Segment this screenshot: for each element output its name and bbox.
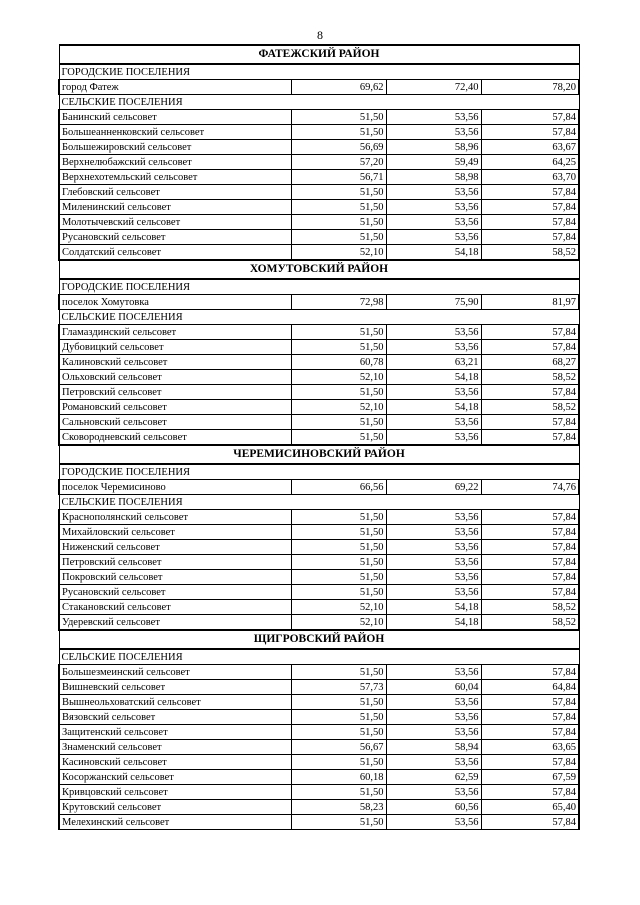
value-cell-2: 53,56: [386, 325, 481, 340]
value-cell-2: 75,90: [386, 295, 481, 310]
value-cell-2: 53,56: [386, 215, 481, 230]
tariff-table: [58, 44, 580, 830]
value-cell-2: 53,56: [386, 555, 481, 570]
value-cell-3: 58,52: [481, 615, 579, 631]
value-cell-1: 51,50: [291, 710, 386, 725]
table-row: [59, 400, 579, 415]
table-row: [59, 525, 579, 540]
value-cell-3: 64,25: [481, 155, 579, 170]
table-row: [59, 615, 579, 631]
table-row: [59, 680, 579, 695]
district-header-row: [59, 45, 579, 64]
value-cell-1: 51,50: [291, 585, 386, 600]
value-cell-3: 57,84: [481, 555, 579, 570]
table-row: [59, 540, 579, 555]
value-cell-3: 57,84: [481, 585, 579, 600]
value-cell-2: 62,59: [386, 770, 481, 785]
settlement-name: Глебовский сельсовет: [59, 185, 291, 200]
district-header-row: [59, 630, 579, 649]
value-cell-2: 53,56: [386, 430, 481, 446]
settlement-group-label: СЕЛЬСКИЕ ПОСЕЛЕНИЯ: [59, 649, 579, 665]
value-cell-2: 53,56: [386, 755, 481, 770]
value-cell-1: 52,10: [291, 370, 386, 385]
table-row: [59, 785, 579, 800]
settlement-name: Калиновский сельсовет: [59, 355, 291, 370]
settlement-name: Кривцовский сельсовет: [59, 785, 291, 800]
settlement-name: Касиновский сельсовет: [59, 755, 291, 770]
value-cell-1: 72,98: [291, 295, 386, 310]
settlement-group-row: [59, 95, 579, 110]
settlement-group-label: ГОРОДСКИЕ ПОСЕЛЕНИЯ: [59, 64, 579, 80]
table-row: [59, 140, 579, 155]
value-cell-2: 58,98: [386, 170, 481, 185]
value-cell-1: 57,73: [291, 680, 386, 695]
settlement-group-row: [59, 64, 579, 80]
table-row: [59, 340, 579, 355]
settlement-name: Молотычевский сельсовет: [59, 215, 291, 230]
table-row: [59, 755, 579, 770]
settlement-name: Ольховский сельсовет: [59, 370, 291, 385]
page-number: 8: [317, 28, 323, 42]
value-cell-1: 51,50: [291, 525, 386, 540]
value-cell-1: 56,67: [291, 740, 386, 755]
value-cell-3: 57,84: [481, 695, 579, 710]
value-cell-2: 53,56: [386, 385, 481, 400]
value-cell-1: 52,10: [291, 615, 386, 631]
value-cell-2: 53,56: [386, 710, 481, 725]
value-cell-3: 57,84: [481, 430, 579, 446]
settlement-name: Русановский сельсовет: [59, 230, 291, 245]
value-cell-1: 52,10: [291, 600, 386, 615]
settlement-name: Крутовский сельсовет: [59, 800, 291, 815]
table-body: [59, 45, 579, 830]
value-cell-3: 57,84: [481, 785, 579, 800]
value-cell-1: 51,50: [291, 230, 386, 245]
table-row: [59, 385, 579, 400]
settlement-name: Ниженский сельсовет: [59, 540, 291, 555]
table-row: [59, 710, 579, 725]
table-row: [59, 245, 579, 261]
settlement-group-row: [59, 649, 579, 665]
settlement-name: Петровский сельсовет: [59, 385, 291, 400]
value-cell-3: 58,52: [481, 245, 579, 261]
value-cell-2: 53,56: [386, 230, 481, 245]
value-cell-1: 51,50: [291, 785, 386, 800]
settlement-name: Краснополянский сельсовет: [59, 510, 291, 525]
table-row: [59, 695, 579, 710]
value-cell-2: 58,96: [386, 140, 481, 155]
value-cell-1: 51,50: [291, 340, 386, 355]
value-cell-3: 57,84: [481, 710, 579, 725]
district-name: ЧЕРЕМИСИНОВСКИЙ РАЙОН: [59, 445, 579, 464]
value-cell-1: 51,50: [291, 755, 386, 770]
table-row: [59, 155, 579, 170]
table-row: [59, 200, 579, 215]
table-row: [59, 555, 579, 570]
settlement-name: Сковородневский сельсовет: [59, 430, 291, 446]
table-row: [59, 480, 579, 495]
value-cell-2: 53,56: [386, 665, 481, 680]
value-cell-1: 51,50: [291, 215, 386, 230]
settlement-group-label: ГОРОДСКИЕ ПОСЕЛЕНИЯ: [59, 464, 579, 480]
value-cell-2: 53,56: [386, 415, 481, 430]
settlement-name: Защитенский сельсовет: [59, 725, 291, 740]
settlement-group-row: [59, 279, 579, 295]
table-row: [59, 510, 579, 525]
value-cell-1: 58,23: [291, 800, 386, 815]
settlement-name: Миленинский сельсовет: [59, 200, 291, 215]
settlement-group-label: СЕЛЬСКИЕ ПОСЕЛЕНИЯ: [59, 495, 579, 510]
value-cell-3: 63,65: [481, 740, 579, 755]
settlement-name: поселок Черемисиново: [59, 480, 291, 495]
value-cell-2: 53,56: [386, 815, 481, 830]
district-header-row: [59, 260, 579, 279]
settlement-name: Русановский сельсовет: [59, 585, 291, 600]
table-row: [59, 110, 579, 125]
value-cell-2: 53,56: [386, 570, 481, 585]
settlement-name: Романовский сельсовет: [59, 400, 291, 415]
table-row: [59, 740, 579, 755]
value-cell-3: 65,40: [481, 800, 579, 815]
value-cell-2: 72,40: [386, 80, 481, 95]
value-cell-3: 81,97: [481, 295, 579, 310]
value-cell-1: 51,50: [291, 695, 386, 710]
value-cell-1: 51,50: [291, 815, 386, 830]
table-row: [59, 185, 579, 200]
value-cell-2: 53,56: [386, 510, 481, 525]
value-cell-3: 57,84: [481, 110, 579, 125]
value-cell-3: 57,84: [481, 570, 579, 585]
value-cell-3: 57,84: [481, 215, 579, 230]
settlement-name: Покровский сельсовет: [59, 570, 291, 585]
value-cell-3: 57,84: [481, 340, 579, 355]
settlement-name: город Фатеж: [59, 80, 291, 95]
value-cell-1: 51,50: [291, 325, 386, 340]
value-cell-3: 57,84: [481, 755, 579, 770]
value-cell-2: 60,04: [386, 680, 481, 695]
value-cell-3: 57,84: [481, 510, 579, 525]
value-cell-1: 51,50: [291, 510, 386, 525]
value-cell-2: 53,56: [386, 695, 481, 710]
value-cell-1: 56,69: [291, 140, 386, 155]
value-cell-3: 63,67: [481, 140, 579, 155]
value-cell-3: 64,84: [481, 680, 579, 695]
table-row: [59, 215, 579, 230]
value-cell-3: 58,52: [481, 400, 579, 415]
value-cell-2: 58,94: [386, 740, 481, 755]
value-cell-3: 57,84: [481, 385, 579, 400]
settlement-name: поселок Хомутовка: [59, 295, 291, 310]
settlement-group-row: [59, 495, 579, 510]
value-cell-2: 53,56: [386, 110, 481, 125]
table-row: [59, 230, 579, 245]
district-header-row: [59, 445, 579, 464]
settlement-name: Петровский сельсовет: [59, 555, 291, 570]
settlement-name: Дубовицкий сельсовет: [59, 340, 291, 355]
value-cell-3: 57,84: [481, 200, 579, 215]
table-row: [59, 430, 579, 446]
value-cell-2: 69,22: [386, 480, 481, 495]
value-cell-3: 58,52: [481, 600, 579, 615]
value-cell-1: 51,50: [291, 200, 386, 215]
value-cell-3: 57,84: [481, 540, 579, 555]
value-cell-2: 60,56: [386, 800, 481, 815]
value-cell-1: 51,50: [291, 125, 386, 140]
settlement-name: Верхнелюбажский сельсовет: [59, 155, 291, 170]
settlement-name: Большеанненковский сельсовет: [59, 125, 291, 140]
value-cell-3: 67,59: [481, 770, 579, 785]
value-cell-1: 51,50: [291, 540, 386, 555]
value-cell-2: 53,56: [386, 785, 481, 800]
table-row: [59, 815, 579, 830]
table-row: [59, 585, 579, 600]
value-cell-1: 57,20: [291, 155, 386, 170]
value-cell-2: 53,56: [386, 725, 481, 740]
value-cell-3: 57,84: [481, 725, 579, 740]
table-row: [59, 570, 579, 585]
value-cell-2: 53,56: [386, 185, 481, 200]
table-row: [59, 80, 579, 95]
value-cell-1: 51,50: [291, 725, 386, 740]
settlement-name: Удеревский сельсовет: [59, 615, 291, 631]
value-cell-3: 57,84: [481, 125, 579, 140]
value-cell-1: 51,50: [291, 665, 386, 680]
value-cell-1: 51,50: [291, 415, 386, 430]
value-cell-2: 53,56: [386, 540, 481, 555]
value-cell-2: 54,18: [386, 245, 481, 261]
settlement-name: Верхнехотемльский сельсовет: [59, 170, 291, 185]
table-row: [59, 170, 579, 185]
table-row: [59, 415, 579, 430]
settlement-name: Вышнеольховатский сельсовет: [59, 695, 291, 710]
table-row: [59, 355, 579, 370]
value-cell-3: 57,84: [481, 525, 579, 540]
settlement-name: Гламаздинский сельсовет: [59, 325, 291, 340]
value-cell-2: 54,18: [386, 600, 481, 615]
value-cell-2: 54,18: [386, 370, 481, 385]
table-row: [59, 370, 579, 385]
value-cell-1: 52,10: [291, 400, 386, 415]
value-cell-2: 54,18: [386, 615, 481, 631]
table-row: [59, 600, 579, 615]
value-cell-3: 57,84: [481, 325, 579, 340]
value-cell-3: 57,84: [481, 415, 579, 430]
settlement-name: Вишневский сельсовет: [59, 680, 291, 695]
value-cell-1: 51,50: [291, 570, 386, 585]
value-cell-3: 57,84: [481, 185, 579, 200]
settlement-name: Знаменский сельсовет: [59, 740, 291, 755]
settlement-group-label: СЕЛЬСКИЕ ПОСЕЛЕНИЯ: [59, 95, 579, 110]
settlement-group-row: [59, 310, 579, 325]
settlement-name: Солдатский сельсовет: [59, 245, 291, 261]
settlement-group-row: [59, 464, 579, 480]
table-row: [59, 125, 579, 140]
district-name: ФАТЕЖСКИЙ РАЙОН: [59, 45, 579, 64]
value-cell-2: 53,56: [386, 585, 481, 600]
value-cell-1: 51,50: [291, 185, 386, 200]
value-cell-1: 69,62: [291, 80, 386, 95]
value-cell-3: 78,20: [481, 80, 579, 95]
table-row: [59, 325, 579, 340]
value-cell-3: 57,84: [481, 665, 579, 680]
value-cell-1: 60,78: [291, 355, 386, 370]
settlement-name: Михайловский сельсовет: [59, 525, 291, 540]
settlement-name: Вязовский сельсовет: [59, 710, 291, 725]
value-cell-1: 51,50: [291, 385, 386, 400]
table-row: [59, 800, 579, 815]
value-cell-2: 53,56: [386, 525, 481, 540]
value-cell-1: 66,56: [291, 480, 386, 495]
table-row: [59, 725, 579, 740]
value-cell-3: 58,52: [481, 370, 579, 385]
value-cell-1: 51,50: [291, 430, 386, 446]
settlement-name: Большезмеинский сельсовет: [59, 665, 291, 680]
district-name: ЩИГРОВСКИЙ РАЙОН: [59, 630, 579, 649]
value-cell-3: 63,70: [481, 170, 579, 185]
value-cell-2: 59,49: [386, 155, 481, 170]
value-cell-1: 52,10: [291, 245, 386, 261]
settlement-group-label: СЕЛЬСКИЕ ПОСЕЛЕНИЯ: [59, 310, 579, 325]
settlement-name: Стакановский сельсовет: [59, 600, 291, 615]
value-cell-1: 51,50: [291, 110, 386, 125]
value-cell-1: 56,71: [291, 170, 386, 185]
settlement-group-label: ГОРОДСКИЕ ПОСЕЛЕНИЯ: [59, 279, 579, 295]
value-cell-3: 74,76: [481, 480, 579, 495]
value-cell-2: 54,18: [386, 400, 481, 415]
value-cell-1: 60,18: [291, 770, 386, 785]
value-cell-2: 53,56: [386, 200, 481, 215]
value-cell-2: 53,56: [386, 125, 481, 140]
value-cell-2: 63,21: [386, 355, 481, 370]
table-row: [59, 665, 579, 680]
settlement-name: Банинский сельсовет: [59, 110, 291, 125]
district-name: ХОМУТОВСКИЙ РАЙОН: [59, 260, 579, 279]
value-cell-3: 57,84: [481, 815, 579, 830]
settlement-name: Мелехинский сельсовет: [59, 815, 291, 830]
value-cell-3: 57,84: [481, 230, 579, 245]
value-cell-1: 51,50: [291, 555, 386, 570]
table-row: [59, 770, 579, 785]
settlement-name: Большежировский сельсовет: [59, 140, 291, 155]
value-cell-2: 53,56: [386, 340, 481, 355]
table-row: [59, 295, 579, 310]
settlement-name: Косоржанский сельсовет: [59, 770, 291, 785]
settlement-name: Сальновский сельсовет: [59, 415, 291, 430]
value-cell-3: 68,27: [481, 355, 579, 370]
